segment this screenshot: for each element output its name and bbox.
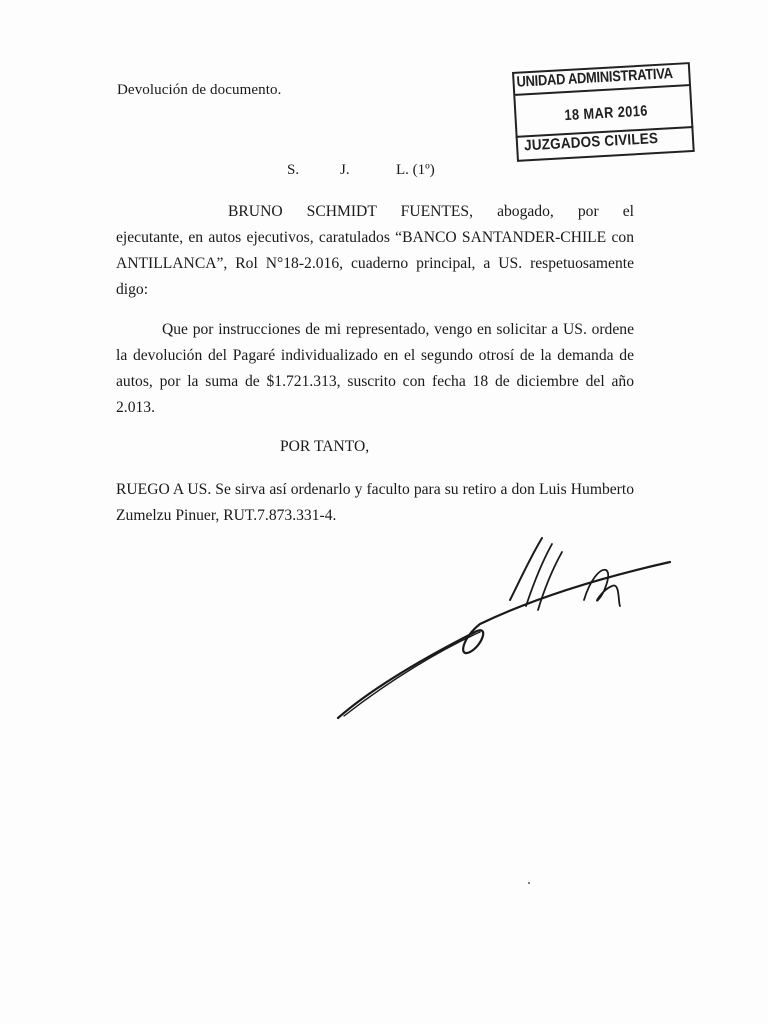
- por-tanto: POR TANTO,: [280, 438, 370, 455]
- salutation-l: L. (1º): [396, 162, 435, 178]
- document-heading: Devolución de documento.: [117, 82, 282, 98]
- salutation-j: J.: [340, 162, 350, 178]
- introduction-first-line: BRUNO SCHMIDT FUENTES, abogado, por el: [228, 203, 634, 220]
- paragraph-request: Que por instrucciones de mi representado, vengo en solicitar a US. ordene la devolución del Pagaré individualizado en el segundo otrosí de la demanda de autos, por la suma de $1.721.313, suscrito con fecha 18 de diciembre del año 2.013.: [116, 321, 634, 416]
- paragraph-introduction: [116, 199, 634, 303]
- stamp-subtitle: JUZGADOS CIVILES: [523, 129, 659, 155]
- handwritten-signature: [330, 520, 690, 740]
- stamp-title: UNIDAD ADMINISTRATIVA: [516, 65, 674, 91]
- reception-stamp: [512, 62, 695, 168]
- stamp-date: 18 MAR 2016: [564, 102, 649, 125]
- introduction-rest: ejecutante, en autos ejecutivos, caratulados “BANCO SANTANDER-CHILE con ANTILLANCA”, Rol N°18-2.016, cuaderno principal, a US. respetuosamente digo:: [116, 229, 634, 298]
- scan-speck: [528, 882, 530, 884]
- paragraph-petition: RUEGO A US. Se sirva así ordenarlo y faculto para su retiro a don Luis Humberto Zumelzu Pinuer, RUT.7.873.331-4.: [116, 481, 634, 524]
- salutation-s: S.: [287, 162, 300, 178]
